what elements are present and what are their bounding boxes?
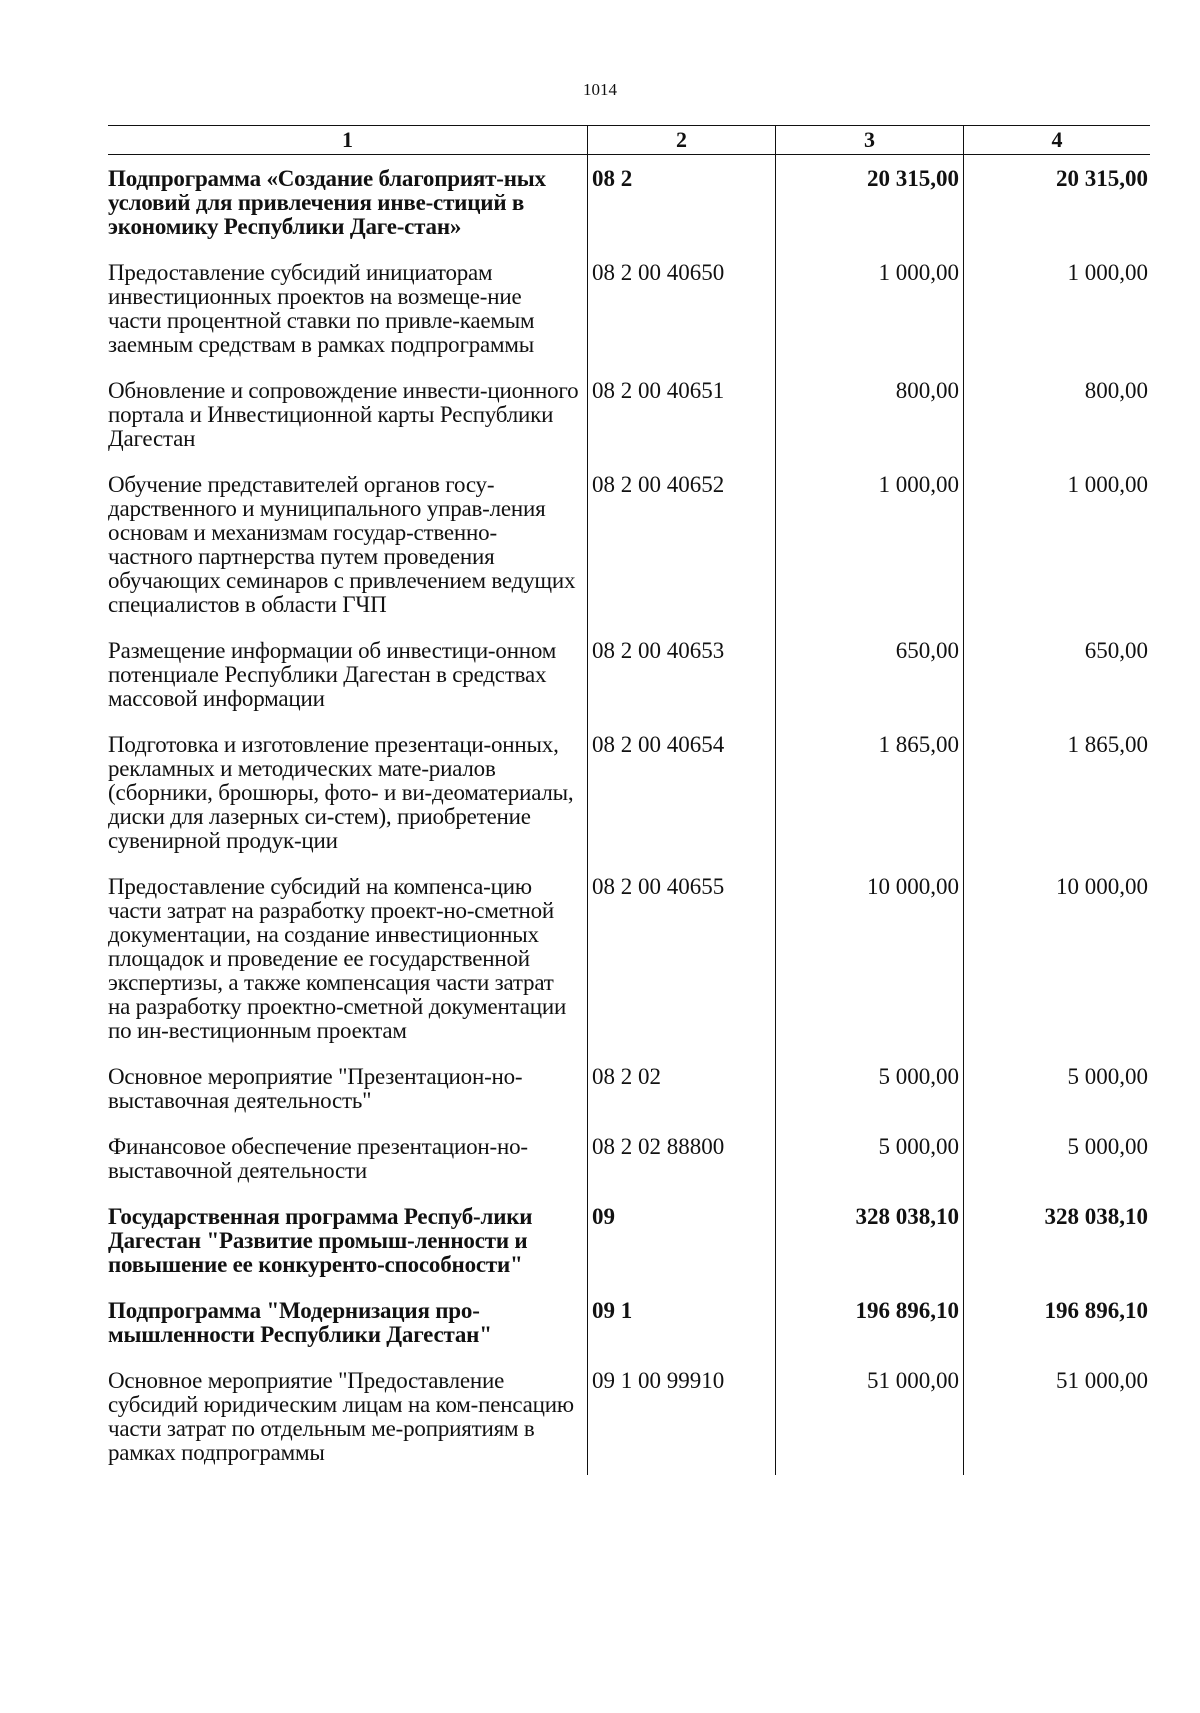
row-value-col3: 20 315,00	[776, 155, 964, 249]
row-name: Размещение информации об инвестици-онном потенциале Республики Дагестан в средствах массовой информации	[108, 627, 588, 721]
row-value-col4: 196 896,10	[1044, 1298, 1148, 1323]
table-header	[108, 125, 1150, 155]
row-value-col4: 800,00	[1084, 378, 1148, 403]
row-code: 08 2 00 40653	[588, 627, 776, 721]
row-code: 08 2 00 40652	[588, 461, 776, 627]
row-value-col3: 800,00	[776, 367, 964, 461]
row-code: 08 2	[588, 155, 776, 249]
row-value-col4: 5 000,00	[1067, 1134, 1148, 1159]
row-name: Государственная программа Респуб-лики Дагестан "Развитие промыш-ленности и повышение ее конкуренто-способности"	[108, 1193, 588, 1287]
table-row	[108, 461, 1150, 627]
row-value-col3: 328 038,10	[776, 1193, 964, 1287]
row-value-col4: 10 000,00	[1056, 874, 1148, 899]
row-value-col3: 1 865,00	[776, 721, 964, 863]
table-row	[108, 1193, 1150, 1287]
row-code: 08 2 02 88800	[588, 1123, 776, 1193]
row-value-col4: 5 000,00	[1067, 1064, 1148, 1089]
row-code: 09 1 00 99910	[588, 1357, 776, 1475]
row-name: Основное мероприятие "Предоставление субсидий юридическим лицам на ком-пенсацию части затрат по отдельным ме-роприятиям в рамках подпрограммы	[108, 1357, 588, 1475]
header-col-1: 1	[108, 126, 588, 154]
row-code: 08 2 00 40651	[588, 367, 776, 461]
row-value-col3: 1 000,00	[776, 249, 964, 367]
table-row	[108, 1287, 1150, 1357]
row-value-col4: 1 000,00	[1067, 260, 1148, 285]
row-name: Подготовка и изготовление презентаци-онных, рекламных и методических мате-риалов (сборники, брошюры, фото- и ви-деоматериалы, диски для лазерных си-стем), приобретение сувенирной продук-ции	[108, 721, 588, 863]
row-name: Предоставление субсидий на компенса-цию части затрат на разработку проект-но-сметной документации, на создание инвестиционных площадок и проведение ее государственной экспертизы, а также компенсация части затрат на разработку проектно-сметной документации по ин-вестиционным проектам	[108, 863, 588, 1053]
row-name: Финансовое обеспечение презентацион-но-выставочной деятельности	[108, 1123, 588, 1193]
table-row	[108, 1053, 1150, 1123]
header-col-2: 2	[588, 126, 776, 154]
table-row	[108, 721, 1150, 863]
row-code: 08 2 00 40650	[588, 249, 776, 367]
row-name: Предоставление субсидий инициаторам инвестиционных проектов на возмеще-ние части процентной ставки по привле-каемым заемным средствам в рамках подпрограммы	[108, 249, 588, 367]
table-row	[108, 367, 1150, 461]
row-value-col4: 20 315,00	[1056, 166, 1148, 191]
row-code: 08 2 00 40654	[588, 721, 776, 863]
row-value-col4: 328 038,10	[1044, 1204, 1148, 1229]
row-name: Обновление и сопровождение инвести-ционного портала и Инвестиционной карты Республики Дагестан	[108, 367, 588, 461]
row-code: 09	[588, 1193, 776, 1287]
budget-table	[108, 125, 1150, 1475]
table-row	[108, 627, 1150, 721]
header-col-3: 3	[776, 126, 964, 154]
table-row	[108, 155, 1150, 249]
header-col-4: 4	[1051, 127, 1063, 152]
row-code: 08 2 00 40655	[588, 863, 776, 1053]
row-value-col3: 10 000,00	[776, 863, 964, 1053]
row-value-col4: 51 000,00	[1056, 1368, 1148, 1393]
table-row	[108, 1357, 1150, 1475]
row-value-col4: 1 000,00	[1067, 472, 1148, 497]
row-value-col3: 1 000,00	[776, 461, 964, 627]
page-number: 1014	[583, 80, 617, 99]
table-row	[108, 249, 1150, 367]
row-name: Основное мероприятие "Презентацион-но-выставочная деятельность"	[108, 1053, 588, 1123]
row-name: Обучение представителей органов госу-дарственного и муниципального управ-ления основам и механизмам государ-ственно-частного партнерства путем проведения обучающих семинаров с привлечением ведущих специалистов в области ГЧП	[108, 461, 588, 627]
row-value-col3: 51 000,00	[776, 1357, 964, 1475]
row-value-col3: 650,00	[776, 627, 964, 721]
row-value-col3: 5 000,00	[776, 1053, 964, 1123]
row-value-col4: 650,00	[1084, 638, 1148, 663]
row-code: 08 2 02	[588, 1053, 776, 1123]
row-name: Подпрограмма «Создание благоприят-ных условий для привлечения инве-стиций в экономику Республики Даге-стан»	[108, 155, 588, 249]
row-value-col3: 5 000,00	[776, 1123, 964, 1193]
table-body	[108, 155, 1150, 1475]
row-code: 09 1	[588, 1287, 776, 1357]
table-row	[108, 863, 1150, 1053]
row-name: Подпрограмма "Модернизация про-мышленности Республики Дагестан"	[108, 1287, 588, 1357]
row-value-col3: 196 896,10	[776, 1287, 964, 1357]
row-value-col4: 1 865,00	[1067, 732, 1148, 757]
table-row	[108, 1123, 1150, 1193]
